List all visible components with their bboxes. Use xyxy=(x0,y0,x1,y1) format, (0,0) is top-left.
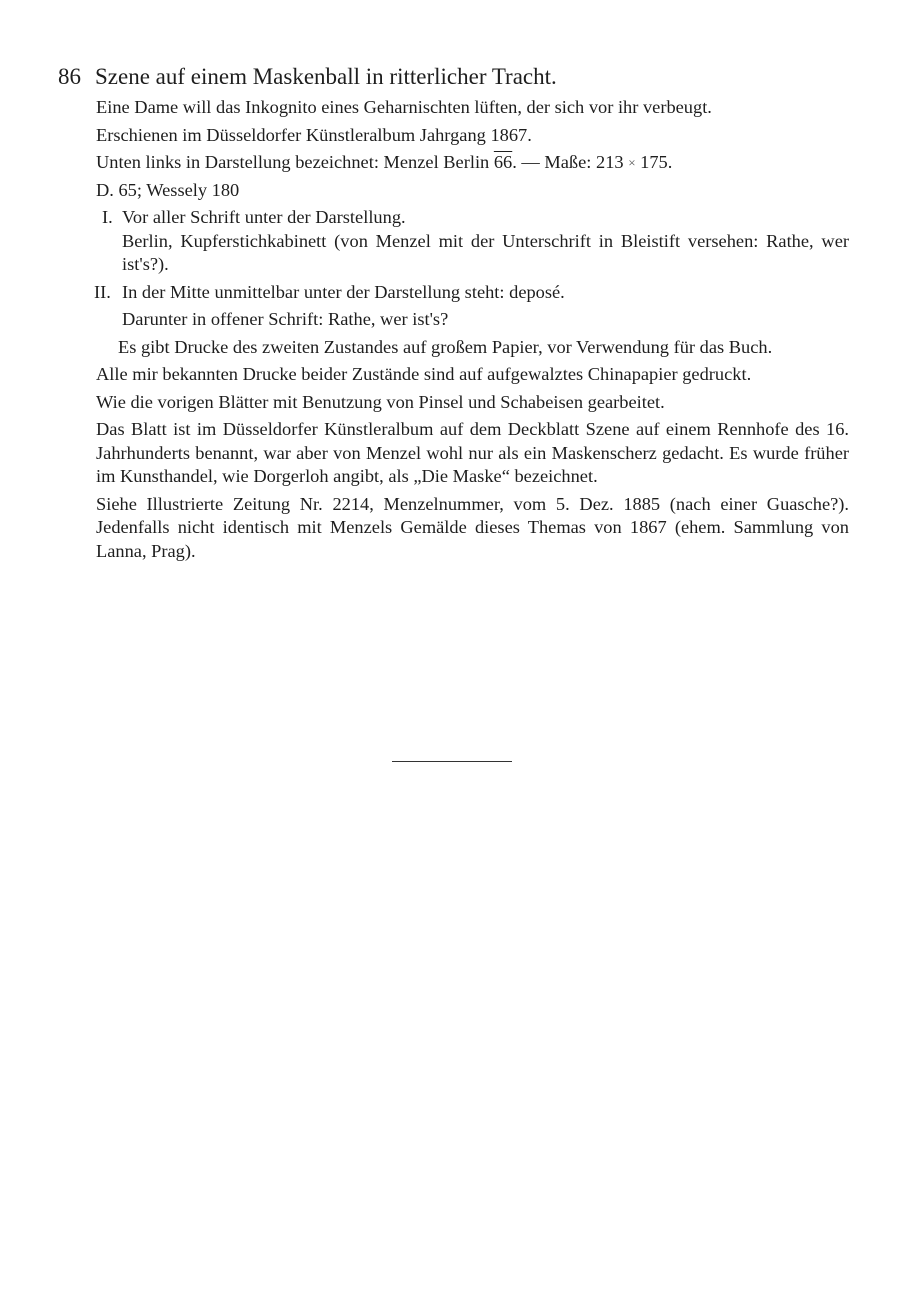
end-rule xyxy=(392,761,512,762)
state-one-numeral: I. xyxy=(102,207,113,227)
state-two-note-two: Es gibt Drucke des zweiten Zustandes auf großem Papier, vor Verwendung für das Buch. xyxy=(118,336,773,357)
signature-end: 175. xyxy=(635,152,673,172)
state-one-note: Berlin, Kupferstichkabinett (von Menzel mit der Unterschrift in Bleistift versehen: Rathe, wer ist's?). xyxy=(122,230,849,274)
references-line: D. 65; Wessely 180 xyxy=(96,179,240,200)
state-two-numeral: II. xyxy=(94,281,111,302)
description-line: Eine Dame will das Inkognito eines Geharnischten lüften, der sich vor ihr verbeugt. xyxy=(96,97,712,117)
signature-prefix: Unten links in Darstellung bezeichnet: Menzel Berlin xyxy=(96,152,494,172)
state-two-note-one: Darunter in offener Schrift: Rathe, wer ist's? xyxy=(122,309,449,329)
dimension-sign: × xyxy=(628,155,636,170)
signature-mid: . — Maße: 213 xyxy=(512,152,629,172)
state-one xyxy=(96,206,849,277)
entry-heading xyxy=(58,62,557,92)
state-one-text: Vor aller Schrift unter der Darstellung. xyxy=(122,207,406,227)
paragraph-title-note: Das Blatt ist im Düsseldorfer Künstleralbum auf dem Deckblatt Szene auf einem Rennhofe des 16. Jahrhunderts benannt, war aber von Menzel wohl nur als ein Maskenscherz gedacht. Es wurde früher im Kunsthandel, wie Dorgerloh angibt, als „Die Maske“ bezeichnet. xyxy=(96,419,849,486)
paragraph-technique: Wie die vorigen Blätter mit Benutzung von Pinsel und Schabeisen gearbeitet. xyxy=(96,391,665,412)
paragraph-paper: Alle mir bekannten Drucke beider Zustände sind auf aufgewalztes Chinapapier gedruckt. xyxy=(96,364,752,384)
state-two-text: In der Mitte unmittelbar unter der Darstellung steht: deposé. xyxy=(122,281,565,302)
state-two xyxy=(96,281,849,360)
entry-title: Szene auf einem Maskenball in ritterlicher Tracht. xyxy=(95,64,557,89)
publication-line: Erschienen im Düsseldorfer Künstleralbum Jahrgang 1867. xyxy=(96,124,532,145)
paragraph-literature: Siehe Illustrierte Zeitung Nr. 2214, Menzelnummer, vom 5. Dez. 1885 (nach einer Guasche?). Jedenfalls nicht identisch mit Menzels Gemälde dieses Themas von 1867 (ehem. Sammlung von Lanna, Prag). xyxy=(96,493,849,561)
signature-year: 66 xyxy=(493,152,513,172)
entry-body xyxy=(96,96,849,567)
entry-number: 86 xyxy=(58,64,81,89)
signature-and-dimensions-line xyxy=(96,151,849,175)
